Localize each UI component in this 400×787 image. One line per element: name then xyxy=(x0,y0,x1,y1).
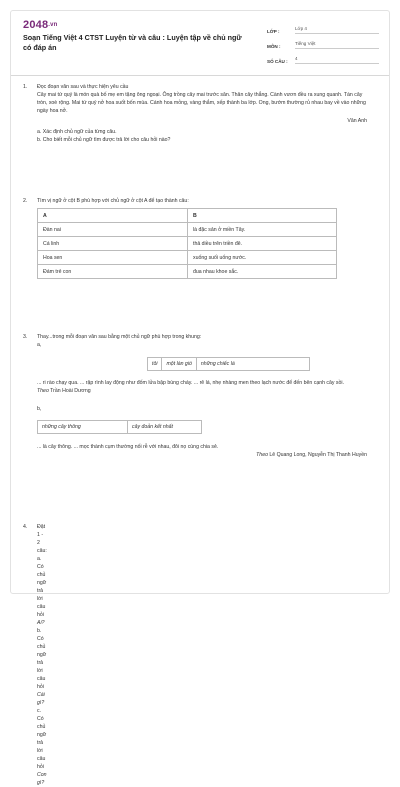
source-author: Lê Quang Long, Nguyễn Thị Thanh Huyền xyxy=(267,452,367,458)
document-title: Soạn Tiếng Việt 4 CTST Luyện từ và câu : Luyện tập về chủ ngữ có đáp án xyxy=(23,33,242,52)
passage-author: Vân Anh xyxy=(347,118,367,124)
subject-cell: Đàn nai xyxy=(38,223,188,237)
list-item xyxy=(37,555,47,627)
source-prefix: Theo xyxy=(37,388,49,394)
meta-row-class xyxy=(267,19,379,34)
meta-row-subject xyxy=(267,34,379,49)
question-number: 4. xyxy=(23,524,28,530)
source-author: Trần Hoài Dương xyxy=(48,388,91,394)
word-option: tôi xyxy=(148,358,162,370)
meta-value: Tiếng Việt xyxy=(295,41,379,49)
predicate-cell: đua nhau khoe sắc. xyxy=(188,265,337,279)
word-box-a xyxy=(147,357,310,371)
subject-cell: Hoa sen xyxy=(38,251,188,265)
list-item xyxy=(37,707,47,787)
meta-label: LỚP : xyxy=(267,29,280,34)
word-option: những cây thông xyxy=(38,421,128,433)
word-option: những chiếc lá xyxy=(200,361,235,367)
source-prefix: Theo xyxy=(256,452,268,458)
task-b: b. Cho biết mỗi chủ ngữ tìm được trả lời cho câu hỏi nào? xyxy=(37,137,171,143)
item-text: a. Có chủ ngữ trả lời câu hỏi xyxy=(37,556,47,618)
item-question: Con gì? xyxy=(37,772,47,786)
subject-cell: Cá linh xyxy=(38,237,188,251)
word-option: một làn gió xyxy=(162,358,196,370)
predicate-cell: xuống suối uống nước. xyxy=(188,251,337,265)
meta-row-count xyxy=(267,49,379,64)
header-divider xyxy=(11,75,389,76)
question-number: 3. xyxy=(23,334,28,340)
passage: Cây mai tứ quý là món quà bố mẹ em tặng ông ngoại. Ông trồng cây mai trước sân. Thân cây thẳng. Cành vươn đều ra xung quanh. Tán cây tròn, xoè rộng. Mai tứ quý nở hoa suốt bốn mùa. Cánh hoa mỏng, vàng thắm, xếp thành ba lớp. Ong, bướm thường rủ nhau bay về vào những ngày hoa nở. xyxy=(37,92,366,114)
matching-table xyxy=(37,208,337,279)
meta-value: 4 xyxy=(295,56,379,64)
column-header-b: B xyxy=(188,209,337,223)
table-row xyxy=(38,223,337,237)
question-prompt: Đặt 1 - 2 câu: xyxy=(37,524,47,554)
table-row xyxy=(38,237,337,251)
passage-b: ... là cây thông. ... mọc thành cụm thường nối rễ với nhau, đôi nọ cùng chia sẻ. xyxy=(37,444,219,450)
list-item xyxy=(37,627,47,707)
question-prompt: Thay...trong mỗi đoạn văn sau bằng một chủ ngữ phù hợp trong khung: xyxy=(37,334,202,340)
source-b xyxy=(37,451,367,459)
word-box-b xyxy=(37,420,202,434)
logo-text: 2048 xyxy=(23,19,49,31)
subject-cell: Đám trẻ con xyxy=(38,265,188,279)
question-number: 2. xyxy=(23,198,28,204)
document-page xyxy=(10,10,390,786)
question-prompt: Tìm vị ngữ ở cột B phù hợp với chủ ngữ ở cột A để tạo thành câu: xyxy=(37,198,189,204)
logo-suffix: .vn xyxy=(48,22,58,29)
source-a xyxy=(37,387,367,395)
item-question: Cái gì? xyxy=(37,692,45,706)
meta-label: MÔN : xyxy=(267,44,281,49)
table-row xyxy=(38,265,337,279)
item-text: c. Có chủ ngữ trả lời câu hỏi xyxy=(37,708,47,770)
predicate-cell: thả diều trên triền đê. xyxy=(188,237,337,251)
predicate-cell: là đặc sản ở miền Tây. xyxy=(188,223,337,237)
part-b-label: b, xyxy=(37,406,42,412)
table-row xyxy=(38,251,337,265)
question-number: 1. xyxy=(23,84,28,90)
question-prompt: Đọc đoạn văn sau và thực hiện yêu cầu xyxy=(37,84,129,90)
meta-panel xyxy=(267,19,379,64)
table-header-row xyxy=(38,209,337,223)
word-option: cây đoản kết nhất xyxy=(132,424,173,430)
item-question: Ai? xyxy=(37,620,45,626)
column-header-a: A xyxy=(38,209,188,223)
meta-value: Lớp 4 xyxy=(295,26,379,34)
header xyxy=(11,11,389,73)
part-a-label: a, xyxy=(37,342,42,348)
meta-label: SỐ CÂU : xyxy=(267,59,288,64)
site-logo[interactable] xyxy=(23,19,58,31)
item-text: b. Có chủ ngữ trả lời câu hỏi xyxy=(37,628,47,690)
task-a: a. Xác định chủ ngữ của từng câu. xyxy=(37,129,117,135)
passage-a: ... ri rào chạy qua. ... rập rình lay động như đốm lửa bập bùng cháy. ... rê lá, nhẹ nhàng men theo lạch nước để đến bên cạnh cây sồi. xyxy=(37,380,345,386)
